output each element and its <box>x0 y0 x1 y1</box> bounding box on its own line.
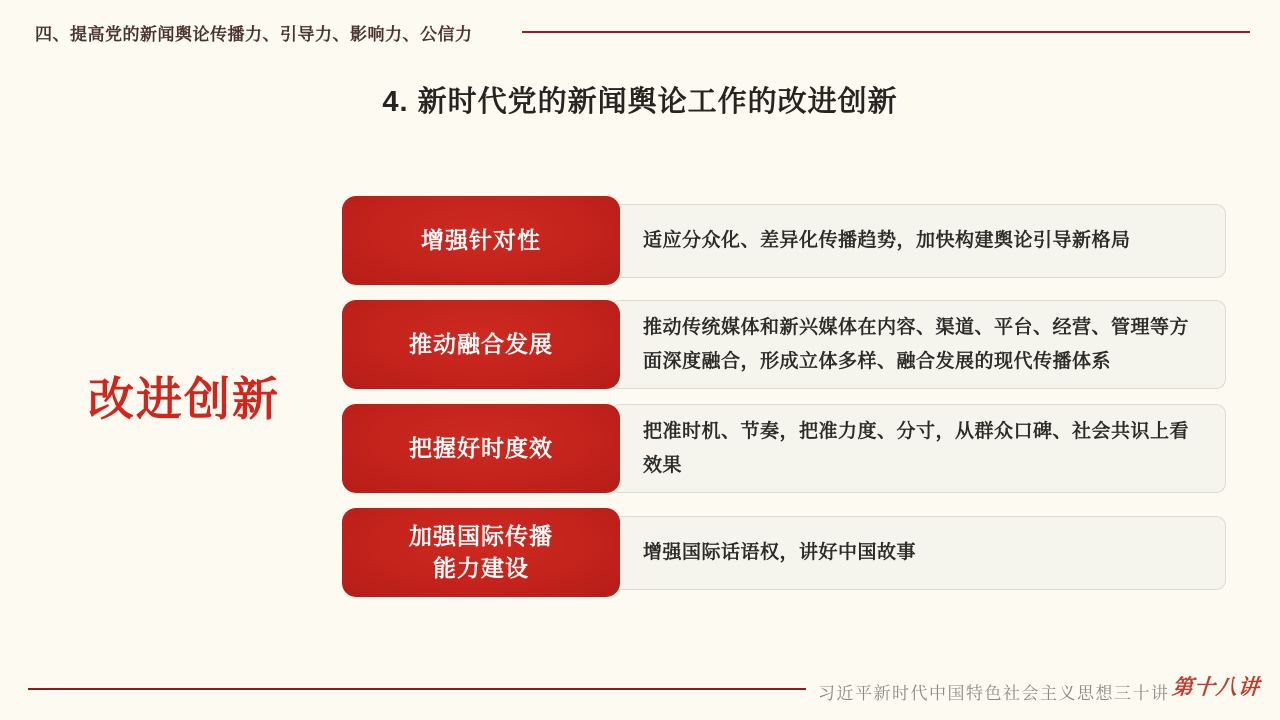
feature-label-targeting <box>342 196 620 285</box>
feature-label-media-integration <box>342 300 620 389</box>
feature-row <box>342 404 1226 493</box>
section-header: 四、提高党的新闻舆论传播力、引导力、影响力、公信力 <box>35 25 473 44</box>
feature-label-text-line2: 能力建设 <box>433 554 529 581</box>
feature-description-box <box>610 204 1226 278</box>
feature-description-text: 把准时机、节奏，把准力度、分寸，从群众口碑、社会共识上看效果 <box>643 421 1190 476</box>
feature-description-box <box>610 516 1226 590</box>
feature-rows <box>342 196 1226 612</box>
slide-title: 4. 新时代党的新闻舆论工作的改进创新 <box>382 86 898 118</box>
footer-rule-line <box>28 688 806 690</box>
feature-description-text: 推动传统媒体和新兴媒体在内容、渠道、平台、经营、管理等方面深度融合，形成立体多样、融合发展的现代传播体系 <box>643 317 1190 372</box>
feature-label-text-line1: 加强国际传播 <box>409 523 553 550</box>
feature-row <box>342 300 1226 389</box>
feature-row <box>342 508 1226 597</box>
footer-lecture-badge: 第十八讲 <box>1171 674 1261 699</box>
feature-label-timing <box>342 404 620 493</box>
feature-label-text: 推动融合发展 <box>409 330 553 357</box>
feature-label-text: 把握好时度效 <box>409 434 553 461</box>
side-label: 改进创新 <box>88 373 280 425</box>
feature-label-text: 增强针对性 <box>421 226 541 253</box>
feature-description-box <box>610 300 1226 389</box>
header-rule-line <box>522 31 1250 33</box>
feature-row <box>342 196 1226 285</box>
feature-label-international-communication <box>342 508 620 597</box>
footer-series-title: 习近平新时代中国特色社会主义思想三十讲 <box>818 684 1170 703</box>
feature-description-text: 增强国际话语权，讲好中国故事 <box>643 541 917 563</box>
feature-description-box <box>610 404 1226 493</box>
feature-description-text: 适应分众化、差异化传播趋势，加快构建舆论引导新格局 <box>643 229 1131 251</box>
